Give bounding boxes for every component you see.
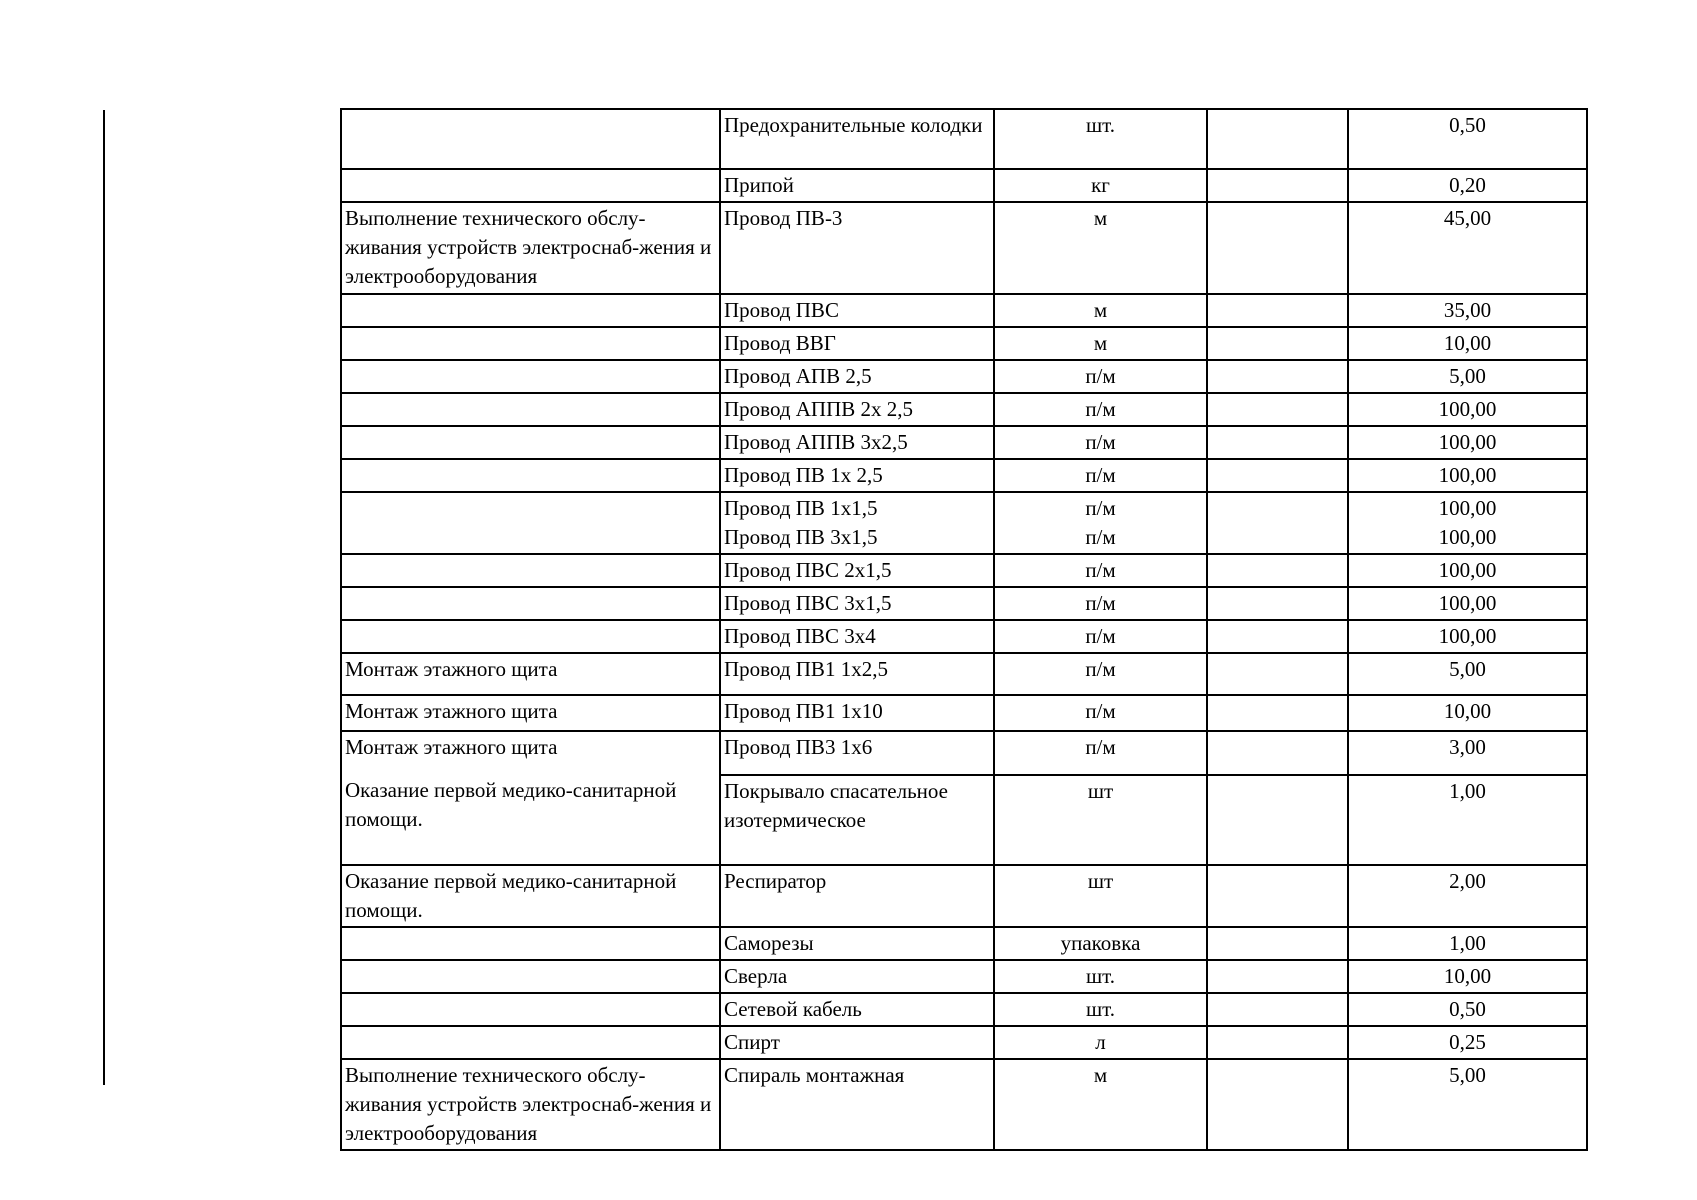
table-row — [341, 1059, 1587, 1150]
work-cell: Оказание первой медико-санитарной помощи. — [341, 775, 720, 865]
table-row — [341, 865, 1587, 927]
unit-cell: шт. — [994, 960, 1207, 993]
quantity-cell: 100,00 — [1348, 426, 1587, 459]
table-row — [341, 426, 1587, 459]
unit-cell: п/м — [994, 459, 1207, 492]
unit-cell: п/м — [994, 426, 1207, 459]
quantity-cell: 2,00 — [1348, 865, 1587, 927]
quantity-cell: 5,00 — [1348, 360, 1587, 393]
quantity-cell: 100,00 — [1348, 393, 1587, 426]
table-row — [341, 169, 1587, 202]
quantity-cell: 0,50 — [1348, 993, 1587, 1026]
unit-cell: п/м — [994, 695, 1207, 731]
work-cell — [341, 360, 720, 393]
quantity-cell: 1,00 — [1348, 775, 1587, 865]
material-cell: Покрывало спасательное изотермическое — [720, 775, 994, 865]
quantity-cell: 100,00 — [1348, 459, 1587, 492]
table-row — [341, 294, 1587, 327]
table-row — [341, 775, 1587, 865]
work-cell — [341, 927, 720, 960]
quantity-cell: 5,00 — [1348, 1059, 1587, 1150]
unit-cell: п/м — [994, 393, 1207, 426]
work-cell: Оказание первой медико-санитарной помощи. — [341, 865, 720, 927]
material-cell: Провод ПВ 1х1,5 Провод ПВ 3х1,5 — [720, 492, 994, 554]
material-cell: Сверла — [720, 960, 994, 993]
work-cell — [341, 169, 720, 202]
unit-cell: п/м — [994, 587, 1207, 620]
work-cell — [341, 294, 720, 327]
left-margin-rule — [103, 110, 105, 1085]
table-row — [341, 554, 1587, 587]
material-cell: Провод ПВ1 1х2,5 — [720, 653, 994, 695]
table-row — [341, 360, 1587, 393]
norm-cell — [1207, 426, 1348, 459]
table-row — [341, 327, 1587, 360]
unit-cell: п/м — [994, 620, 1207, 653]
quantity-cell: 5,00 — [1348, 653, 1587, 695]
material-cell: Провод ПВС 3х4 — [720, 620, 994, 653]
unit-cell: шт. — [994, 993, 1207, 1026]
material-cell: Саморезы — [720, 927, 994, 960]
material-cell: Респиратор — [720, 865, 994, 927]
quantity-cell: 100,00 100,00 — [1348, 492, 1587, 554]
work-cell: Монтаж этажного щита — [341, 731, 720, 775]
quantity-cell: 100,00 — [1348, 554, 1587, 587]
norm-cell — [1207, 775, 1348, 865]
material-cell: Провод ПВ3 1х6 — [720, 731, 994, 775]
unit-cell: м — [994, 202, 1207, 294]
material-cell: Провод ПВ 1х 2,5 — [720, 459, 994, 492]
table-row — [341, 393, 1587, 426]
quantity-cell: 100,00 — [1348, 620, 1587, 653]
work-cell — [341, 327, 720, 360]
work-cell — [341, 426, 720, 459]
work-cell — [341, 109, 720, 169]
work-cell — [341, 459, 720, 492]
work-cell: Монтаж этажного щита — [341, 653, 720, 695]
material-cell: Провод ПВС — [720, 294, 994, 327]
unit-cell: л — [994, 1026, 1207, 1059]
work-cell — [341, 993, 720, 1026]
quantity-cell: 0,50 — [1348, 109, 1587, 169]
work-cell — [341, 554, 720, 587]
work-cell: Выполнение технического обслу-живания устройств электроснаб-жения и электрооборудования — [341, 202, 720, 294]
work-cell — [341, 393, 720, 426]
table-row — [341, 620, 1587, 653]
norm-cell — [1207, 993, 1348, 1026]
material-cell: Провод АППВ 2х 2,5 — [720, 393, 994, 426]
unit-cell: п/м — [994, 554, 1207, 587]
work-cell — [341, 960, 720, 993]
material-cell: Припой — [720, 169, 994, 202]
table-row — [341, 993, 1587, 1026]
norm-cell — [1207, 492, 1348, 554]
unit-cell: шт — [994, 775, 1207, 865]
unit-cell: м — [994, 294, 1207, 327]
work-cell: Монтаж этажного щита — [341, 695, 720, 731]
unit-cell: м — [994, 1059, 1207, 1150]
norm-cell — [1207, 1059, 1348, 1150]
norm-cell — [1207, 393, 1348, 426]
norm-cell — [1207, 927, 1348, 960]
material-cell: Предохранительные колодки — [720, 109, 994, 169]
norm-cell — [1207, 653, 1348, 695]
unit-cell: м — [994, 327, 1207, 360]
norm-cell — [1207, 731, 1348, 775]
norm-cell — [1207, 327, 1348, 360]
norm-cell — [1207, 360, 1348, 393]
material-cell: Сетевой кабель — [720, 993, 994, 1026]
work-cell — [341, 620, 720, 653]
work-cell: Выполнение технического обслу-живания устройств электроснаб-жения и электрооборудования — [341, 1059, 720, 1150]
unit-cell: п/м — [994, 360, 1207, 393]
table-row — [341, 109, 1587, 169]
norm-cell — [1207, 459, 1348, 492]
quantity-cell: 35,00 — [1348, 294, 1587, 327]
norm-cell — [1207, 587, 1348, 620]
table-row — [341, 927, 1587, 960]
material-cell: Провод ВВГ — [720, 327, 994, 360]
quantity-cell: 0,20 — [1348, 169, 1587, 202]
table-row — [341, 960, 1587, 993]
work-cell — [341, 492, 720, 554]
norm-cell — [1207, 620, 1348, 653]
table-row — [341, 202, 1587, 294]
material-cell: Провод АППВ 3х2,5 — [720, 426, 994, 459]
table-row — [341, 695, 1587, 731]
quantity-cell: 10,00 — [1348, 327, 1587, 360]
table-row — [341, 653, 1587, 695]
material-cell: Провод АПВ 2,5 — [720, 360, 994, 393]
unit-cell: кг — [994, 169, 1207, 202]
quantity-cell: 3,00 — [1348, 731, 1587, 775]
quantity-cell: 10,00 — [1348, 960, 1587, 993]
unit-cell: шт. — [994, 109, 1207, 169]
material-cell: Провод ПВ1 1х10 — [720, 695, 994, 731]
norm-cell — [1207, 695, 1348, 731]
norm-cell — [1207, 865, 1348, 927]
material-cell: Спираль монтажная — [720, 1059, 994, 1150]
material-cell: Провод ПВС 3х1,5 — [720, 587, 994, 620]
norm-cell — [1207, 294, 1348, 327]
norm-cell — [1207, 554, 1348, 587]
table-row — [341, 1026, 1587, 1059]
norm-cell — [1207, 109, 1348, 169]
material-cell: Спирт — [720, 1026, 994, 1059]
quantity-cell: 10,00 — [1348, 695, 1587, 731]
material-cell: Провод ПВ-3 — [720, 202, 994, 294]
quantity-cell: 100,00 — [1348, 587, 1587, 620]
quantity-cell: 1,00 — [1348, 927, 1587, 960]
table-row — [341, 731, 1587, 775]
norm-cell — [1207, 1026, 1348, 1059]
table-row — [341, 459, 1587, 492]
table-row — [341, 587, 1587, 620]
norm-cell — [1207, 202, 1348, 294]
unit-cell: п/м п/м — [994, 492, 1207, 554]
material-cell: Провод ПВС 2х1,5 — [720, 554, 994, 587]
materials-table — [340, 108, 1588, 1151]
unit-cell: п/м — [994, 653, 1207, 695]
quantity-cell: 45,00 — [1348, 202, 1587, 294]
work-cell — [341, 587, 720, 620]
quantity-cell: 0,25 — [1348, 1026, 1587, 1059]
norm-cell — [1207, 960, 1348, 993]
unit-cell: шт — [994, 865, 1207, 927]
unit-cell: п/м — [994, 731, 1207, 775]
work-cell — [341, 1026, 720, 1059]
unit-cell: упаковка — [994, 927, 1207, 960]
norm-cell — [1207, 169, 1348, 202]
table-row — [341, 492, 1587, 554]
